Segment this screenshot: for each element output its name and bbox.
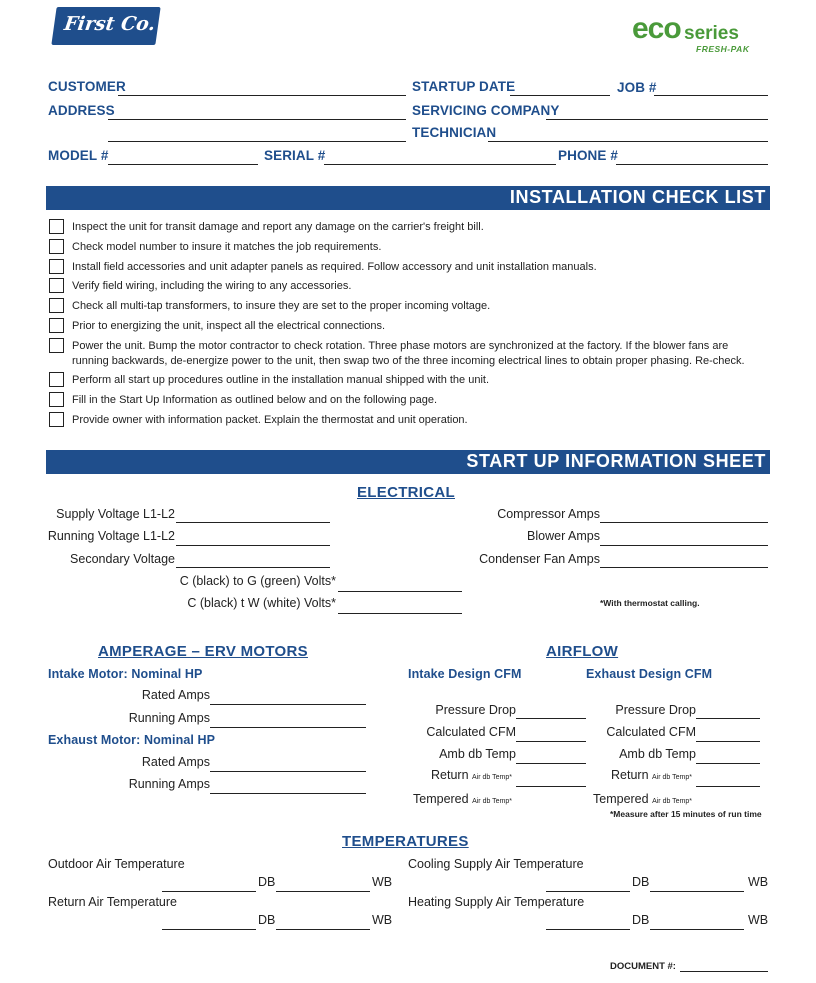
checklist-checkbox[interactable] [49, 219, 64, 234]
supply-voltage-label: Supply Voltage L1-L2 [56, 507, 175, 521]
heating-supply-wb-field[interactable] [650, 929, 744, 930]
first-co-logo-text: First Co. [62, 13, 157, 35]
measure-note: *Measure after 15 minutes of run time [610, 809, 762, 819]
exhaust-calculated-cfm-label: Calculated CFM [606, 725, 696, 739]
customer-field[interactable] [118, 95, 406, 96]
exhaust-design-cfm-label: Exhaust Design CFM [586, 667, 713, 681]
exhaust-rated-amps-field[interactable] [210, 771, 366, 772]
return-air-temp-label: Return Air Temperature [48, 895, 177, 909]
cooling-supply-temp-label: Cooling Supply Air Temperature [408, 857, 584, 871]
intake-calculated-cfm-field[interactable] [516, 741, 586, 742]
exhaust-calculated-cfm-field[interactable] [696, 741, 760, 742]
running-voltage-field[interactable] [176, 545, 330, 546]
servicing-company-field[interactable] [546, 119, 768, 120]
intake-return-sub: Air db Temp* [472, 774, 512, 781]
exhaust-amb-db-temp-field[interactable] [696, 763, 760, 764]
startup-date-label: STARTUP DATE [412, 79, 516, 94]
supply-voltage-field[interactable] [176, 522, 330, 523]
checklist-item: Check model number to insure it matches the job requirements. [72, 241, 382, 253]
running-voltage-label: Running Voltage L1-L2 [47, 529, 175, 543]
eco-logo-main: eco [632, 12, 681, 45]
serial-field[interactable] [324, 164, 556, 165]
intake-pressure-drop-field[interactable] [516, 718, 586, 719]
return-air-wb-label: WB [372, 913, 393, 927]
return-air-wb-field[interactable] [276, 929, 370, 930]
technician-label: TECHNICIAN [412, 125, 497, 140]
blower-amps-field[interactable] [600, 545, 768, 546]
technician-field[interactable] [488, 141, 768, 142]
exhaust-motor-label: Exhaust Motor: Nominal HP [48, 733, 216, 747]
checklist-checkbox[interactable] [49, 259, 64, 274]
document-number-field[interactable] [680, 971, 768, 972]
serial-label: SERIAL # [264, 148, 326, 163]
intake-running-amps-label: Running Amps [128, 711, 210, 725]
exhaust-running-amps-field[interactable] [210, 793, 366, 794]
intake-amb-db-temp-label: Amb db Temp [439, 747, 516, 761]
checklist-checkbox[interactable] [49, 338, 64, 353]
intake-tempered-text: Tempered [413, 792, 469, 806]
intake-pressure-drop-label: Pressure Drop [435, 703, 516, 717]
c-to-g-volts-label: C (black) to G (green) Volts* [179, 574, 336, 588]
servicing-company-label: SERVICING COMPANY [412, 103, 560, 118]
intake-calculated-cfm-label: Calculated CFM [426, 725, 516, 739]
secondary-voltage-field[interactable] [176, 567, 330, 568]
electrical-heading: ELECTRICAL [357, 484, 455, 501]
exhaust-return-label [611, 768, 692, 782]
checklist-checkbox[interactable] [49, 278, 64, 293]
exhaust-return-sub: Air db Temp* [652, 774, 692, 781]
document-number-label: DOCUMENT #: [610, 961, 676, 972]
heating-supply-wb-label: WB [748, 913, 769, 927]
exhaust-tempered-label [593, 792, 692, 806]
eco-logo-series: series [684, 23, 739, 44]
checklist-checkbox[interactable] [49, 392, 64, 407]
exhaust-tempered-sub: Air db Temp* [652, 798, 693, 805]
checklist-checkbox[interactable] [49, 412, 64, 427]
outdoor-air-wb-label: WB [372, 875, 393, 889]
exhaust-pressure-drop-label: Pressure Drop [615, 703, 696, 717]
c-to-w-volts-field[interactable] [338, 613, 462, 614]
checklist-item: Power the unit. Bump the motor contractor to check rotation. Three phase motors are synchronized at the factory. If the blower fans are running backwards, de-energize power to the unit, then swap two of the three incoming electrical lines to obtain proper phasing. Re-check. [72, 340, 745, 367]
exhaust-pressure-drop-field[interactable] [696, 718, 760, 719]
model-label: MODEL # [48, 148, 109, 163]
heating-supply-db-label: DB [632, 913, 650, 927]
checklist-checkbox[interactable] [49, 372, 64, 387]
startup-date-field[interactable] [510, 95, 610, 96]
intake-motor-label: Intake Motor: Nominal HP [48, 667, 203, 681]
eco-logo-sub: FRESH-PAK [696, 44, 750, 54]
temperatures-heading: TEMPERATURES [342, 833, 469, 850]
outdoor-air-db-field[interactable] [162, 891, 256, 892]
address-field-2[interactable] [108, 141, 406, 142]
outdoor-air-db-label: DB [258, 875, 276, 889]
checklist-item: Check all multi-tap transformers, to insure they are set to the proper incoming voltage. [72, 300, 491, 312]
c-to-g-volts-field[interactable] [338, 591, 462, 592]
airflow-heading: AIRFLOW [546, 643, 619, 660]
job-field[interactable] [654, 95, 768, 96]
exhaust-return-field[interactable] [696, 786, 760, 787]
exhaust-running-amps-label: Running Amps [128, 777, 210, 791]
compressor-amps-field[interactable] [600, 522, 768, 523]
return-air-db-field[interactable] [162, 929, 256, 930]
intake-tempered-sub: Air db Temp* [472, 798, 513, 805]
checklist-item: Perform all start up procedures outline in the installation manual shipped with the unit. [72, 374, 490, 386]
model-field[interactable] [108, 164, 258, 165]
checklist-checkbox[interactable] [49, 298, 64, 313]
intake-return-field[interactable] [516, 786, 586, 787]
return-air-db-label: DB [258, 913, 276, 927]
exhaust-return-text: Return [611, 768, 649, 782]
outdoor-air-wb-field[interactable] [276, 891, 370, 892]
exhaust-amb-db-temp-label: Amb db Temp [619, 747, 696, 761]
intake-design-cfm-label: Intake Design CFM [408, 667, 522, 681]
thermostat-note: *With thermostat calling. [600, 598, 700, 608]
phone-label: PHONE # [558, 148, 618, 163]
condenser-fan-amps-field[interactable] [600, 567, 768, 568]
secondary-voltage-label: Secondary Voltage [70, 552, 175, 566]
condenser-fan-amps-label: Condenser Fan Amps [479, 552, 600, 566]
checklist-item: Prior to energizing the unit, inspect all the electrical connections. [72, 320, 386, 332]
address-field-1[interactable] [108, 119, 406, 120]
intake-rated-amps-field[interactable] [210, 704, 366, 705]
cooling-supply-wb-label: WB [748, 875, 769, 889]
intake-return-label [431, 768, 512, 782]
checklist-item: Verify field wiring, including the wiring to any accessories. [72, 280, 352, 292]
heating-supply-db-field[interactable] [546, 929, 630, 930]
intake-running-amps-field[interactable] [210, 727, 366, 728]
phone-field[interactable] [616, 164, 768, 165]
installation-checklist-title: INSTALLATION CHECK LIST [509, 187, 766, 207]
heating-supply-temp-label: Heating Supply Air Temperature [408, 895, 585, 909]
eco-series-logo [632, 12, 762, 58]
checklist-item: Install field accessories and unit adapter panels as required. Follow accessory and unit installation manuals. [72, 261, 597, 273]
job-label: JOB # [617, 80, 657, 95]
exhaust-rated-amps-label: Rated Amps [141, 755, 210, 769]
checklist-item: Inspect the unit for transit damage and report any damage on the carrier's freight bill. [72, 221, 484, 233]
checklist-checkbox[interactable] [49, 239, 64, 254]
intake-tempered-label [413, 792, 512, 806]
cooling-supply-db-label: DB [632, 875, 650, 889]
checklist-item: Provide owner with information packet. Explain the thermostat and unit operation. [72, 414, 468, 426]
exhaust-tempered-text: Tempered [593, 792, 649, 806]
c-to-w-volts-label: C (black) t W (white) Volts* [187, 596, 336, 610]
customer-label: CUSTOMER [48, 79, 126, 94]
checklist-checkbox[interactable] [49, 318, 64, 333]
first-co-logo [51, 7, 160, 45]
intake-return-text: Return [431, 768, 469, 782]
compressor-amps-label: Compressor Amps [497, 507, 600, 521]
cooling-supply-wb-field[interactable] [650, 891, 744, 892]
installation-checklist-banner [46, 186, 770, 210]
blower-amps-label: Blower Amps [527, 529, 600, 543]
amperage-heading: AMPERAGE – ERV MOTORS [98, 643, 308, 660]
outdoor-air-temp-label: Outdoor Air Temperature [48, 857, 185, 871]
cooling-supply-db-field[interactable] [546, 891, 630, 892]
intake-amb-db-temp-field[interactable] [516, 763, 586, 764]
startup-info-banner [46, 450, 770, 474]
address-label: ADDRESS [48, 103, 115, 118]
intake-rated-amps-label: Rated Amps [141, 688, 210, 702]
checklist-item: Fill in the Start Up Information as outlined below and on the following page. [72, 394, 438, 406]
startup-info-title: START UP INFORMATION SHEET [466, 451, 766, 471]
